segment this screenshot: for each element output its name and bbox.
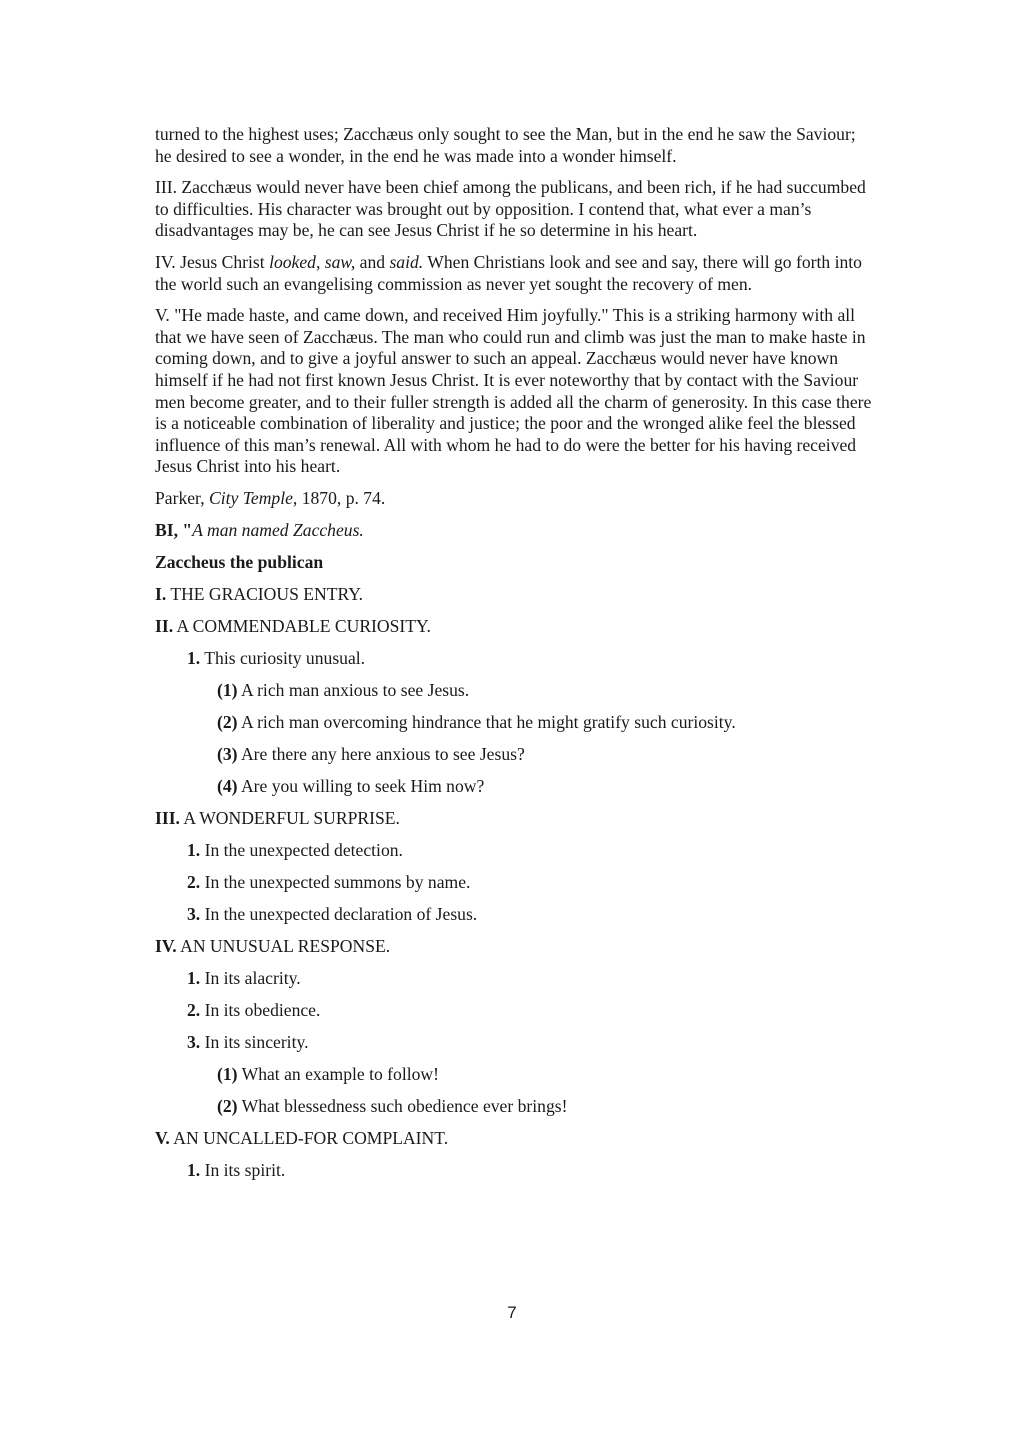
outline-item [155,968,875,990]
paragraph-point-four [155,252,875,295]
outline-item [155,1000,875,1022]
outline-text: What blessedness such obedience ever brings! [237,1095,568,1116]
outline-text: AN UNCALLED-FOR COMPLAINT. [169,1127,449,1148]
outline-item [155,1064,875,1086]
bi-reference [155,520,875,542]
outline-marker: 2. [187,871,201,892]
outline-text: Are you willing to seek Him now? [237,775,485,796]
outline-text: A rich man overcoming hindrance that he might gratify such curiosity. [237,711,736,732]
outline-item [155,808,875,830]
outline-marker: 2. [187,999,201,1020]
paragraph-point-four-rest: When Christians look and see and say, there will go forth into the world such an evangelising commission as never yet sought the recovery of men. [155,251,862,294]
outline-marker: (1) [217,679,238,700]
outline-marker: (2) [217,1095,238,1116]
outline-text: This curiosity unusual. [200,647,366,668]
outline-marker: 3. [187,903,201,924]
outline-text: In its alacrity. [200,967,301,988]
outline-list [155,584,875,1181]
outline-item [155,904,875,926]
outline-item [155,616,875,638]
outline-text: In the unexpected declaration of Jesus. [200,903,478,924]
outline-text: AN UNUSUAL RESPONSE. [176,935,391,956]
outline-item [155,872,875,894]
outline-item [155,744,875,766]
outline-marker: I. [155,583,167,604]
outline-marker: III. [155,807,180,828]
outline-item [155,584,875,606]
outline-text: In its sincerity. [200,1031,309,1052]
outline-text: In its obedience. [200,999,321,1020]
outline-marker: (3) [217,743,238,764]
section-title: Zaccheus the publican [155,551,324,572]
outline-item [155,712,875,734]
citation [155,488,875,510]
outline-item [155,1128,875,1150]
paragraph-point-four-mid: and [355,251,390,272]
paragraph-point-four-italic-2: said. [389,251,424,272]
citation-work: City Temple, [209,487,298,508]
outline-marker: 1. [187,967,201,988]
outline-marker: (4) [217,775,238,796]
outline-marker: 1. [187,1159,201,1180]
outline-text: What an example to follow! [237,1063,439,1084]
outline-item [155,776,875,798]
page-body [155,124,875,1192]
outline-item [155,936,875,958]
outline-marker: 1. [187,647,201,668]
paragraph-continuation: turned to the highest uses; Zacchæus only sought to see the Man, but in the end he saw the Saviour; he desired to see a wonder, in the end he was made into a wonder himself. [155,124,856,166]
outline-text: In the unexpected detection. [200,839,403,860]
outline-item [155,840,875,862]
outline-marker: V. [155,1127,170,1148]
outline-item [155,648,875,670]
outline-text: A WONDERFUL SURPRISE. [179,807,400,828]
page-number: 7 [507,1303,517,1322]
citation-author: Parker, [155,487,210,508]
outline-marker: IV. [155,935,177,956]
outline-text: THE GRACIOUS ENTRY. [166,583,364,604]
outline-text: In the unexpected summons by name. [200,871,471,892]
paragraph-point-four-italic-1: looked, saw, [269,251,356,272]
outline-text: A rich man anxious to see Jesus. [237,679,470,700]
outline-text: A COMMENDABLE CURIOSITY. [173,615,431,636]
outline-text: Are there any here anxious to see Jesus? [237,743,525,764]
outline-item [155,1160,875,1182]
outline-marker: 1. [187,839,201,860]
outline-text: In its spirit. [200,1159,286,1180]
paragraph-point-four-prefix: IV. Jesus Christ [155,251,270,272]
paragraph-point-three: III. Zacchæus would never have been chief among the publicans, and been rich, if he had succumbed to difficulties. His character was brought out by opposition. I contend that, what ever a man’s disadvantages may be, he can see Jesus Christ if he so determine in his heart. [155,177,866,241]
outline-item [155,1032,875,1054]
outline-marker: 3. [187,1031,201,1052]
bi-verse: A man named Zaccheus. [192,519,364,540]
citation-rest: 1870, p. 74. [297,487,386,508]
outline-marker: (2) [217,711,238,732]
outline-item [155,680,875,702]
paragraph-point-five: V. "He made haste, and came down, and received Him joyfully." This is a striking harmony with all that we have seen of Zacchæus. The man who could run and climb was just the man to make haste in coming down, and to give a joyful answer to such an appeal. Zacchæus would never have known himself if he had not first known Jesus Christ. It is ever noteworthy that by contact with the Saviour men become greater, and to their fuller strength is added all the charm of generosity. In this case there is a noticeable combination of liberality and justice; the poor and the wronged alike feel the blessed influence of this man’s renewal. All with whom he had to do were the better for his having received Jesus Christ into his heart. [155,305,872,477]
outline-item [155,1096,875,1118]
outline-marker: (1) [217,1063,238,1084]
outline-marker: II. [155,615,174,636]
bi-label: BI, " [155,519,193,540]
